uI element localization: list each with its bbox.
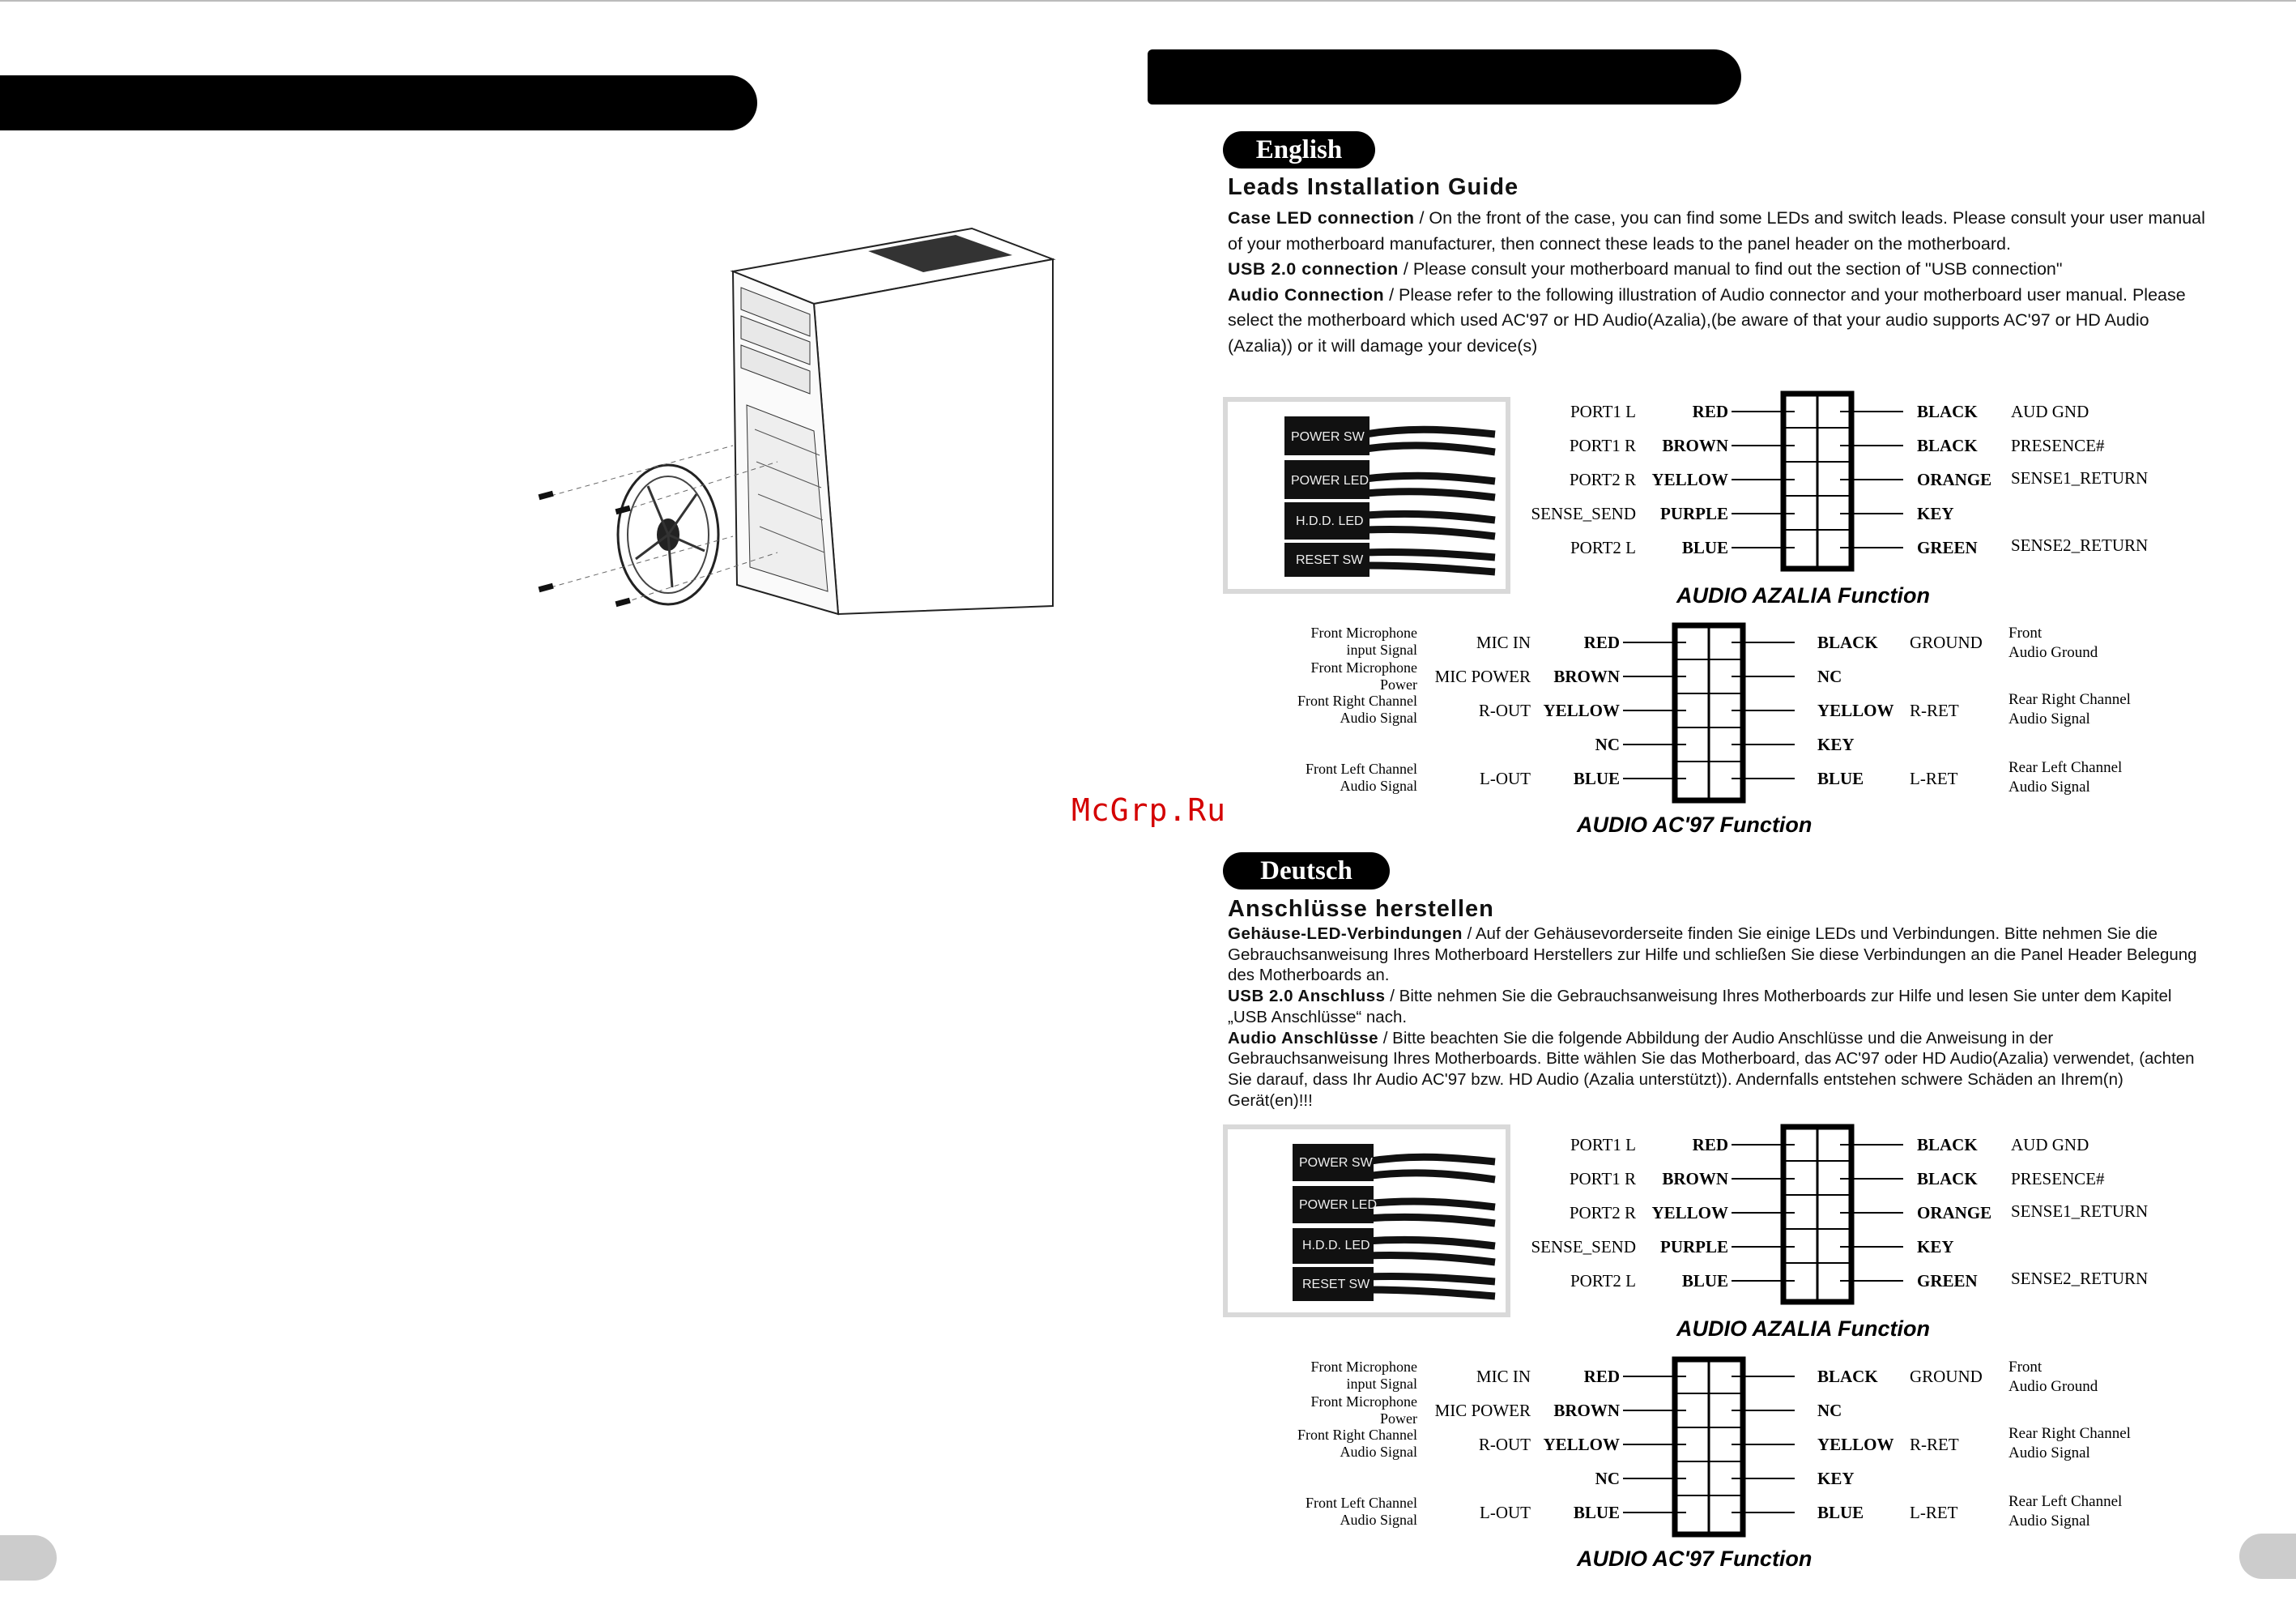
azalia-right-signal: SENSE2_RETURN xyxy=(2011,1269,2149,1288)
deutsch-language-pill: Deutsch xyxy=(1223,852,1390,890)
ac97-right-color: KEY xyxy=(1817,735,1855,754)
lead-label-power-sw: POWER SW xyxy=(1291,430,1365,444)
ac97-right-description: Front xyxy=(2008,1359,2043,1376)
azalia-left-color: PURPLE xyxy=(1660,504,1728,523)
azalia-left-signal: SENSE_SEND xyxy=(1531,1237,1636,1256)
azalia-left-color: YELLOW xyxy=(1651,470,1728,489)
lead-label-reset-sw: RESET SW xyxy=(1302,1278,1370,1291)
ac97-left-color: YELLOW xyxy=(1543,701,1620,720)
paragraph-text: / Please consult your motherboard manual to find out the section of "USB connection" xyxy=(1398,259,2063,279)
ac97-right-color: NC xyxy=(1817,1401,1842,1420)
ac97-right-description: Audio Ground xyxy=(2008,644,2098,661)
leads-photo-deutsch xyxy=(1223,1124,1510,1317)
ac97-left-signal: L-OUT xyxy=(1480,769,1531,788)
paragraph-text: / Bitte nehmen Sie die Gebrauchsanweisung Ihres Motherboards zur Hilfe und lesen Sie unter dem Kapitel „USB Anschlüsse“ nach. xyxy=(1228,987,2172,1026)
english-paragraph-case-led xyxy=(1228,206,2216,257)
lead-label: USB 2.0 connection xyxy=(1228,259,1399,279)
ac97-left-description: Front Left Channel xyxy=(1306,1495,1417,1511)
azalia-right-color: BLACK xyxy=(1917,402,1978,421)
azalia-right-color: BLACK xyxy=(1917,436,1978,455)
ac97-left-description: Front Microphone xyxy=(1310,659,1417,676)
ac97-left-color: RED xyxy=(1583,1367,1620,1386)
azalia-right-color: BLACK xyxy=(1917,1135,1978,1154)
ac97-right-color: YELLOW xyxy=(1817,1435,1894,1454)
ac97-left-signal: L-OUT xyxy=(1480,1503,1531,1522)
lead-label: USB 2.0 Anschluss xyxy=(1228,987,1386,1006)
left-header-bar xyxy=(0,75,757,130)
ac97-left-signal: MIC POWER xyxy=(1434,667,1531,686)
ac97-left-description: Front Left Channel xyxy=(1306,761,1417,777)
right-header-bar xyxy=(1148,49,1741,105)
azalia-right-color: BLACK xyxy=(1917,1169,1978,1188)
azalia-left-color: BROWN xyxy=(1662,436,1728,455)
azalia-left-signal: PORT2 R xyxy=(1569,1203,1636,1222)
azalia-left-color: RED xyxy=(1692,402,1728,421)
azalia-right-color: KEY xyxy=(1917,1237,1954,1256)
ac97-left-description: Front Microphone xyxy=(1310,625,1417,641)
azalia-function-title: AUDIO AZALIA Function xyxy=(1676,1316,1930,1341)
ac97-right-description: Rear Left Channel xyxy=(2008,1493,2123,1510)
azalia-left-color: RED xyxy=(1692,1135,1728,1154)
lead-label: Audio Anschlüsse xyxy=(1228,1028,1379,1047)
ac97-left-signal: R-OUT xyxy=(1478,1435,1531,1454)
ac97-left-color: BLUE xyxy=(1573,769,1620,788)
left-page-tab xyxy=(0,1535,57,1581)
ac97-left-color: NC xyxy=(1595,1469,1620,1488)
ac97-right-description: Audio Signal xyxy=(2008,1512,2090,1530)
ac97-left-description: Power xyxy=(1380,1410,1417,1427)
lead-label-hdd-led: H.D.D. LED xyxy=(1296,514,1364,528)
right-page-tab xyxy=(2239,1534,2296,1579)
azalia-right-color: ORANGE xyxy=(1917,470,1992,489)
ac97-right-description: Audio Signal xyxy=(2008,779,2090,796)
deutsch-section-title: Anschlüsse herstellen xyxy=(1228,896,1494,922)
ac97-right-description: Rear Right Channel xyxy=(2008,1425,2131,1442)
ac97-left-description: Audio Signal xyxy=(1340,778,1417,794)
ac97-left-color: YELLOW xyxy=(1543,1435,1620,1454)
ac97-right-description: Audio Ground xyxy=(2008,1378,2098,1395)
lead-label-hdd-led: H.D.D. LED xyxy=(1302,1239,1370,1252)
ac97-right-description: Rear Left Channel xyxy=(2008,759,2123,776)
ac97-right-color: BLUE xyxy=(1817,769,1864,788)
deutsch-paragraph-case-led xyxy=(1228,924,2212,986)
azalia-right-signal: SENSE2_RETURN xyxy=(2011,535,2149,555)
ac97-right-color: BLACK xyxy=(1817,633,1878,652)
english-body xyxy=(1228,206,2216,359)
ac97-left-signal: R-OUT xyxy=(1478,701,1531,720)
deutsch-paragraph-audio xyxy=(1228,1028,2212,1111)
ac97-left-color: BLUE xyxy=(1573,1503,1620,1522)
azalia-left-signal: PORT1 L xyxy=(1570,1135,1636,1154)
ac97-left-description: Front Microphone xyxy=(1310,1359,1417,1375)
paragraph-text: / Bitte beachten Sie die folgende Abbildung der Audio Anschlüsse und die Anweisung in der Gebrauchsanweisung Ihres Motherboards. Bitte wählen Sie das Motherboard, das AC'97 oder HD Audio(Azalia) verwendet, (achten Sie darauf, dass Ihr Audio AC'97 bzw. HD Audio (Azalia unterstützt)). Andernfalls entstehen schwere Schäden an Ihrem(n) Gerät(en)!!! xyxy=(1228,1028,2195,1110)
ac97-left-description: input Signal xyxy=(1346,642,1417,658)
ac97-right-signal: L-RET xyxy=(1910,1503,1958,1522)
lead-label-power-sw: POWER SW xyxy=(1299,1156,1373,1170)
pc-case-illustration xyxy=(535,219,1150,640)
lead-label: Audio Connection xyxy=(1228,284,1385,305)
azalia-diagram-english xyxy=(1523,387,2170,618)
azalia-left-color: BROWN xyxy=(1662,1169,1728,1188)
paragraph-text: / Auf der Gehäusevorderseite finden Sie einige LEDs und Verbindungen. Bitte nehmen Sie die Gebrauchsanweisung Ihres Motherboard Herstellers zur Hilfe und schließen Sie diese Verbindungen an die Panel Header Belegung des Motherboards an. xyxy=(1228,924,2197,985)
azalia-right-color: ORANGE xyxy=(1917,1203,1992,1222)
ac97-left-description: Front Right Channel xyxy=(1297,693,1417,709)
deutsch-body xyxy=(1228,924,2212,1111)
english-paragraph-usb xyxy=(1228,257,2216,283)
ac97-left-description: Power xyxy=(1380,676,1417,693)
azalia-left-signal: SENSE_SEND xyxy=(1531,504,1636,523)
ac97-right-color: NC xyxy=(1817,667,1842,686)
ac97-function-title: AUDIO AC'97 Function xyxy=(1577,1547,1813,1571)
azalia-left-color: PURPLE xyxy=(1660,1237,1728,1256)
english-language-pill: English xyxy=(1223,131,1375,169)
azalia-right-signal: PRESENCE# xyxy=(2011,1169,2105,1188)
azalia-left-color: BLUE xyxy=(1681,1271,1728,1291)
ac97-right-signal: R-RET xyxy=(1910,1435,1959,1454)
azalia-right-signal: SENSE1_RETURN xyxy=(2011,468,2149,488)
ac97-left-description: Audio Signal xyxy=(1340,1444,1417,1460)
ac97-right-color: YELLOW xyxy=(1817,701,1894,720)
ac97-left-color: NC xyxy=(1595,735,1620,754)
ac97-left-signal: MIC IN xyxy=(1476,633,1531,652)
azalia-right-color: GREEN xyxy=(1917,538,1978,557)
ac97-left-color: BROWN xyxy=(1553,1401,1620,1420)
ac97-right-signal: GROUND xyxy=(1910,633,1983,652)
azalia-right-signal: SENSE1_RETURN xyxy=(2011,1201,2149,1221)
english-section-title: Leads Installation Guide xyxy=(1228,174,1519,200)
ac97-right-color: KEY xyxy=(1817,1469,1855,1488)
ac97-left-description: input Signal xyxy=(1346,1376,1417,1392)
leads-photo-english xyxy=(1223,397,1510,594)
azalia-left-signal: PORT2 L xyxy=(1570,538,1636,557)
ac97-right-description: Audio Signal xyxy=(2008,710,2090,727)
ac97-left-description: Audio Signal xyxy=(1340,710,1417,726)
ac97-right-signal: GROUND xyxy=(1910,1367,1983,1386)
ac97-diagram-deutsch xyxy=(1288,1351,2179,1582)
azalia-right-signal: AUD GND xyxy=(2011,402,2089,421)
azalia-right-color: GREEN xyxy=(1917,1271,1978,1291)
paragraph-text: / On the front of the case, you can find some LEDs and switch leads. Please consult your user manual of your motherboard manufacturer, then connect these leads to the panel header on the motherboard. xyxy=(1228,208,2205,254)
lead-label-power-led: POWER LED xyxy=(1299,1198,1378,1212)
azalia-left-color: YELLOW xyxy=(1651,1203,1728,1222)
ac97-left-signal: MIC POWER xyxy=(1434,1401,1531,1420)
ac97-left-color: BROWN xyxy=(1553,667,1620,686)
ac97-right-color: BLUE xyxy=(1817,1503,1864,1522)
azalia-left-color: BLUE xyxy=(1681,538,1728,557)
ac97-right-color: BLACK xyxy=(1817,1367,1878,1386)
ac97-left-description: Front Microphone xyxy=(1310,1393,1417,1410)
ac97-left-signal: MIC IN xyxy=(1476,1367,1531,1386)
ac97-left-description: Front Right Channel xyxy=(1297,1427,1417,1443)
azalia-left-signal: PORT2 L xyxy=(1570,1271,1636,1291)
lead-label-reset-sw: RESET SW xyxy=(1296,553,1364,567)
ac97-right-signal: L-RET xyxy=(1910,769,1958,788)
ac97-diagram-english xyxy=(1288,617,2179,848)
watermark-text: McGrp.Ru xyxy=(1071,792,1227,828)
english-paragraph-audio xyxy=(1228,283,2216,360)
page-top-edge xyxy=(0,0,2296,2)
azalia-left-signal: PORT2 R xyxy=(1569,470,1636,489)
azalia-left-signal: PORT1 R xyxy=(1569,1169,1636,1188)
ac97-left-color: RED xyxy=(1583,633,1620,652)
lead-label-power-led: POWER LED xyxy=(1291,474,1370,488)
ac97-right-description: Front xyxy=(2008,625,2043,642)
ac97-function-title: AUDIO AC'97 Function xyxy=(1577,813,1813,837)
azalia-diagram-deutsch xyxy=(1523,1120,2170,1351)
lead-label: Gehäuse-LED-Verbindungen xyxy=(1228,924,1463,943)
ac97-right-description: Audio Signal xyxy=(2008,1444,2090,1461)
paragraph-text: / Please refer to the following illustration of Audio connector and your motherboard user manual. Please select the motherboard which used AC'97 or HD Audio(Azalia),(be aware of that your audio supports AC'97 or HD Audio (Azalia)) or it will damage your device(s) xyxy=(1228,284,2186,356)
azalia-right-color: KEY xyxy=(1917,504,1954,523)
ac97-right-description: Rear Right Channel xyxy=(2008,691,2131,708)
azalia-right-signal: PRESENCE# xyxy=(2011,436,2105,455)
deutsch-paragraph-usb xyxy=(1228,986,2212,1027)
azalia-left-signal: PORT1 L xyxy=(1570,402,1636,421)
lead-label: Case LED connection xyxy=(1228,208,1415,228)
azalia-right-signal: AUD GND xyxy=(2011,1135,2089,1154)
azalia-left-signal: PORT1 R xyxy=(1569,436,1636,455)
azalia-function-title: AUDIO AZALIA Function xyxy=(1676,583,1930,608)
ac97-left-description: Audio Signal xyxy=(1340,1512,1417,1528)
ac97-right-signal: R-RET xyxy=(1910,701,1959,720)
